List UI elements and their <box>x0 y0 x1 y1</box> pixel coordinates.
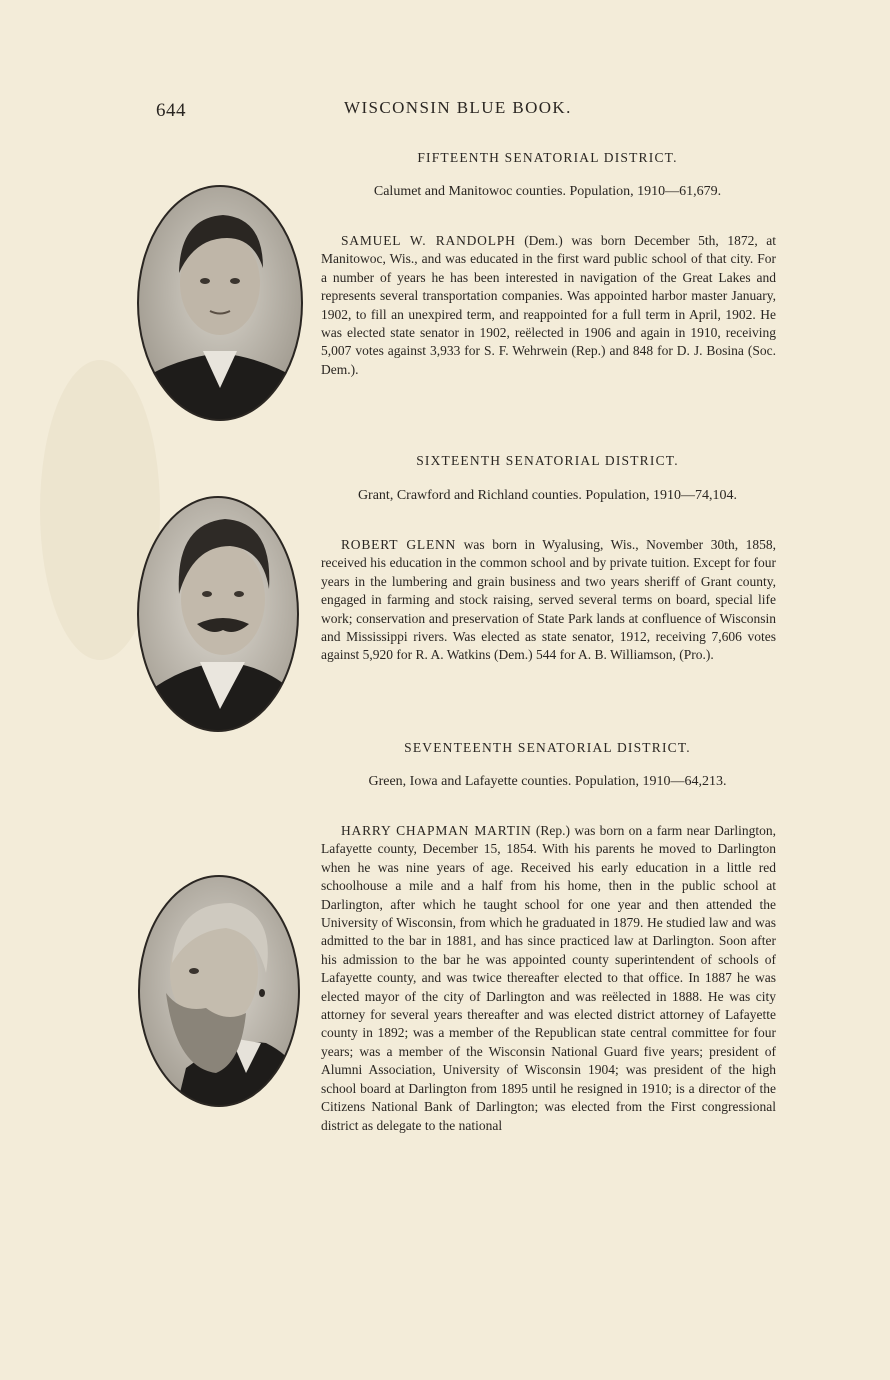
senator-bio <box>321 822 776 1135</box>
page-number: 644 <box>156 100 186 121</box>
senator-name: ROBERT GLENN <box>341 537 457 552</box>
district-counties: Grant, Crawford and Richland counties. Population, 1910—74,104. <box>357 488 738 503</box>
senator-bio <box>321 536 776 665</box>
running-title: WISCONSIN BLUE BOOK. <box>344 98 572 117</box>
bio-text: (Dem.) was born December 5th, 1872, at Manitowoc, Wis., and was educated in the first ward public school of that city. For a number of years he has been interested in navigation of the Great Lakes and represents several transportation companies. Was appointed harbor master January, 1902, to fill an unexpired term, and reappointed for a full term in April, 1902. He was elected state senator in 1902, reëlected in 1906 and again in 1910, receiving 5,007 votes against 3,933 for S. F. Wehrwein (Rep.) and 848 for D. J. Bosina (Soc. Dem.). <box>321 233 777 377</box>
district-heading: SEVENTEENTH SENATORIAL DISTRICT. <box>404 740 691 755</box>
bio-text: was born in Wyalusing, Wis., November 30th, 1858, received his education in the common school and by private tuition. Except for four years in the lumbering and grain business and two years sheriff of Grant county, engaged in farming and stock raising, served several terms on board, special life work; conservation and preservation of State Park lands at confluence of Wisconsin and Mississippi rivers. Was elected as state senator, 1912, receiving 7,606 votes against 5,920 for R. A. Watkins (Dem.) 544 for A. B. Williamson, (Pro.). <box>321 537 777 663</box>
district-counties: Green, Iowa and Lafayette counties. Population, 1910—64,213. <box>368 774 727 789</box>
senator-name: SAMUEL W. RANDOLPH <box>341 233 516 248</box>
senator-bio <box>321 232 776 379</box>
senator-name: HARRY CHAPMAN MARTIN <box>341 823 532 838</box>
portrait-martin-icon <box>136 873 302 1109</box>
district-heading: FIFTEENTH SENATORIAL DISTRICT. <box>417 150 678 165</box>
portrait-randolph-icon <box>135 183 305 423</box>
bio-text: (Rep.) was born on a farm near Darlington, Lafayette county, December 15, 1854. With his parents he moved to Darlington when he was nine years of age. Received his early education in a little red schoolhouse a mile and a half from his home, then in the public school at Darlington, after which he taught school for one year and then attended the University of Wisconsin, from which he graduated in 1879. He studied law and was admitted to the bar in 1881, and has since practiced law at Darlington. Soon after his admission to the bar he was appointed county superintendent of schools of Lafayette county, and was twice thereafter elected to that office. In 1887 he was elected mayor of the city of Darlington and was reëlected in 1888. He was city attorney for several years thereafter and was elected district attorney of Lafayette county in 1892; was a member of the Republican state central committee for four years; was a member of the Wisconsin National Guard five years; president of Alumni Association, University of Wisconsin 1904; was president of the high school board at Darlington from 1895 until he resigned in 1910; is a director of the Citizens National Bank of Darlington; was elected from the First congressional district as delegate to the national <box>321 823 776 1133</box>
district-counties: Calumet and Manitowoc counties. Population, 1910—61,679. <box>373 184 722 199</box>
district-heading: SIXTEENTH SENATORIAL DISTRICT. <box>416 453 679 468</box>
portrait-glenn-icon <box>135 494 301 734</box>
